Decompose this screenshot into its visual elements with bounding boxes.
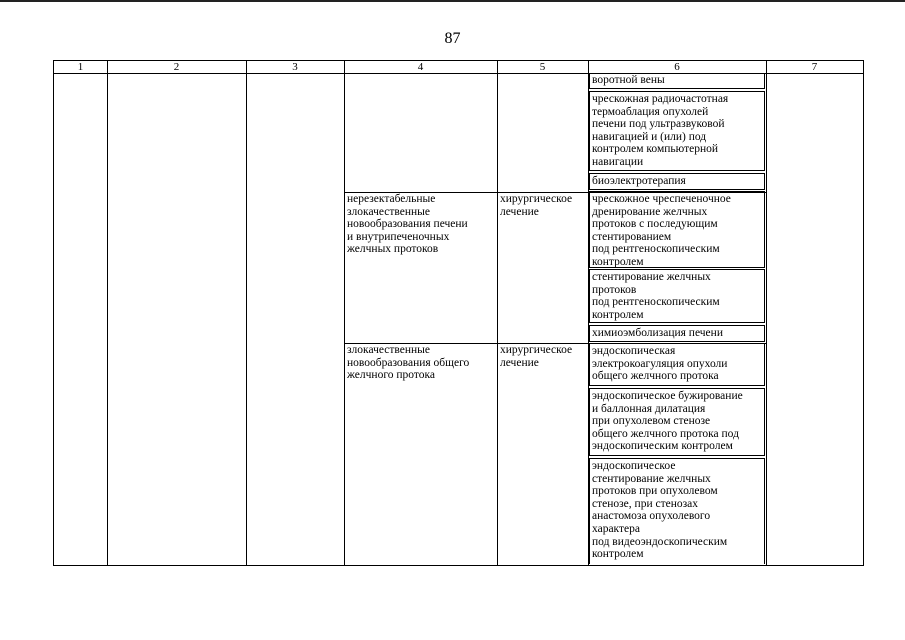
method-cell: химиоэмболизация печени	[589, 325, 765, 342]
page-number: 87	[444, 30, 461, 47]
method-cell: чрескожное чреспеченочное дренирование желчных протоков с последующим стентированием под рентгеноскопическим контролем	[589, 191, 765, 268]
header-col-7: 7	[811, 61, 818, 73]
method-cell: эндоскопическая электрокоагуляция опухоли общего желчного протока	[589, 343, 765, 386]
column-divider-2	[246, 61, 247, 565]
method-cell: биоэлектротерапия	[589, 173, 765, 190]
method-cell: стентирование желчных протоков под рентгеноскопическим контролем	[589, 269, 765, 323]
header-col-4: 4	[417, 61, 424, 73]
header-col-6: 6	[674, 61, 680, 73]
treatment-type-cell: хирургическое лечение	[500, 193, 573, 218]
column-divider-4	[497, 61, 498, 565]
method-cell: эндоскопическое бужирование и баллонная дилатация при опухолевом стенозе общего желчного протока под эндоскопическим контролем	[589, 388, 765, 456]
column-divider-3	[344, 61, 345, 565]
condition-cell: злокачественные новообразования общего желчного протока	[347, 344, 470, 382]
method-cell: эндоскопическое стентирование желчных протоков при опухолевом стенозе, при стенозах анастомоза опухолевого характера под видеоэндоскопическим контролем	[589, 458, 765, 564]
top-edge-rule	[0, 0, 905, 2]
condition-cell: нерезектабельные злокачественные новообразования печени и внутрипеченочных желчных протоков	[347, 193, 468, 256]
column-divider-6	[766, 61, 767, 565]
column-divider-1	[107, 61, 108, 565]
treatment-type-cell: хирургическое лечение	[500, 344, 573, 369]
header-col-5: 5	[539, 61, 546, 73]
method-cell: чрескожная радиочастотная термоаблация опухолей печени под ультразвуковой навигацией и (или) под контролем компьютерной навигации	[589, 91, 765, 171]
header-col-3: 3	[292, 61, 298, 73]
header-col-1: 1	[77, 61, 84, 73]
header-col-2: 2	[173, 61, 180, 73]
method-cell: воротной вены	[589, 73, 765, 89]
